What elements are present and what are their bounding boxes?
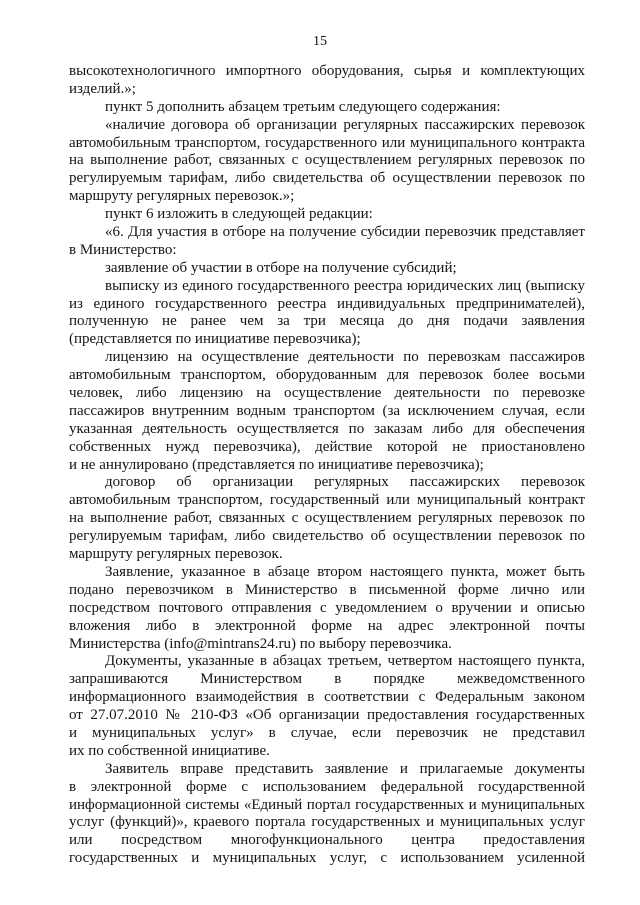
- text-line: пункт 6 изложить в следующей редакции:: [105, 206, 373, 223]
- text-line: регулируемым тарифам, либо свидетельство об осуществлении перевозок по: [69, 528, 585, 545]
- text-line: автомобильным транспортом, государственный или муниципальный контракт: [69, 492, 585, 509]
- text-line: полученную не ранее чем за три месяца до дня подачи заявления: [69, 313, 585, 330]
- text-line: Заявление, указанное в абзаце втором настоящего пункта, может быть: [105, 563, 585, 580]
- text-line: пункт 5 дополнить абзацем третьим следующего содержания:: [105, 98, 501, 115]
- text-line: государственных и муниципальных услуг, с использованием усиленной: [69, 850, 585, 867]
- text-line: подано перевозчиком в Министерство в письменной форме лично или: [69, 581, 585, 598]
- text-line: изделий.»;: [69, 80, 136, 97]
- text-line: человек, либо лицензию на осуществление деятельности по перевозке: [69, 385, 585, 402]
- text-line: и муниципальных услуг» в случае, если перевозчик не представил: [69, 724, 585, 741]
- text-line: «6. Для участия в отборе на получение субсидии перевозчик представляет: [105, 224, 585, 241]
- text-line: запрашиваются Министерством в порядке межведомственного: [69, 671, 585, 688]
- text-line: выписку из единого государственного реестра юридических лиц (выписку: [105, 277, 585, 294]
- text-line: пассажиров внутренним водным транспортом (за исключением случая, если: [69, 402, 585, 419]
- text-line: услуг (функций)», краевого портала государственных и муниципальных услуг: [69, 814, 585, 831]
- text-line: регулируемым тарифам, либо свидетельства об осуществлении перевозок по: [69, 170, 585, 187]
- text-line: информационного взаимодействия в соответствии с Федеральным законом: [69, 689, 585, 706]
- text-line: «наличие договора об организации регулярных пассажирских перевозок: [105, 116, 585, 133]
- text-line: вложения либо в электронной форме на адрес электронной почты: [69, 617, 585, 634]
- text-line: в Министерство:: [69, 241, 177, 258]
- text-line: маршруту регулярных перевозок.»;: [69, 188, 295, 205]
- text-line: их по собственной инициативе.: [69, 742, 270, 759]
- document-body: [69, 63, 585, 868]
- text-line: на выполнение работ, связанных с осуществлением регулярных перевозок по: [69, 152, 585, 169]
- text-line: собственных нужд перевозчика), действие которой не приостановлено: [69, 438, 585, 455]
- text-line: из единого государственного реестра индивидуальных предпринимателей),: [69, 295, 585, 312]
- text-line: договор об организации регулярных пассажирских перевозок: [105, 474, 585, 491]
- page-number: 15: [313, 34, 327, 49]
- text-line: указанная деятельность осуществляется по заказам либо для обеспечения: [69, 420, 585, 437]
- text-line: информационной системы «Единый портал государственных и муниципальных: [69, 796, 585, 813]
- text-line: (представляется по инициативе перевозчика);: [69, 331, 361, 348]
- text-line: автомобильным транспортом, государственного или муниципального контракта: [69, 134, 585, 151]
- text-line: на выполнение работ, связанных с осуществлением регулярных перевозок по: [69, 510, 585, 527]
- text-line: от 27.07.2010 № 210-ФЗ «Об организации предоставления государственных: [69, 707, 585, 724]
- text-line: посредством почтового отправления с уведомлением о вручении и описью: [69, 599, 585, 616]
- text-line: лицензию на осуществление деятельности по перевозкам пассажиров: [105, 349, 585, 366]
- text-line: высокотехнологичного импортного оборудования, сырья и комплектующих: [69, 63, 585, 79]
- text-line: в электронной форме с использованием федеральной государственной: [69, 778, 585, 795]
- text-line: маршруту регулярных перевозок.: [69, 546, 283, 563]
- text-line: и не аннулировано (представляется по инициативе перевозчика);: [69, 456, 484, 473]
- text-line: автомобильным транспортом, оборудованным для перевозок более восьми: [69, 367, 585, 384]
- text-line: Заявитель вправе представить заявление и прилагаемые документы: [105, 760, 585, 777]
- text-line: Министерства (info@mintrans24.ru) по выбору перевозчика.: [69, 635, 452, 652]
- text-line: заявление об участии в отборе на получение субсидий;: [105, 259, 457, 276]
- text-line: Документы, указанные в абзацах третьем, четвертом настоящего пункта,: [105, 653, 585, 670]
- text-line: или посредством многофункционального центра предоставления: [69, 832, 585, 849]
